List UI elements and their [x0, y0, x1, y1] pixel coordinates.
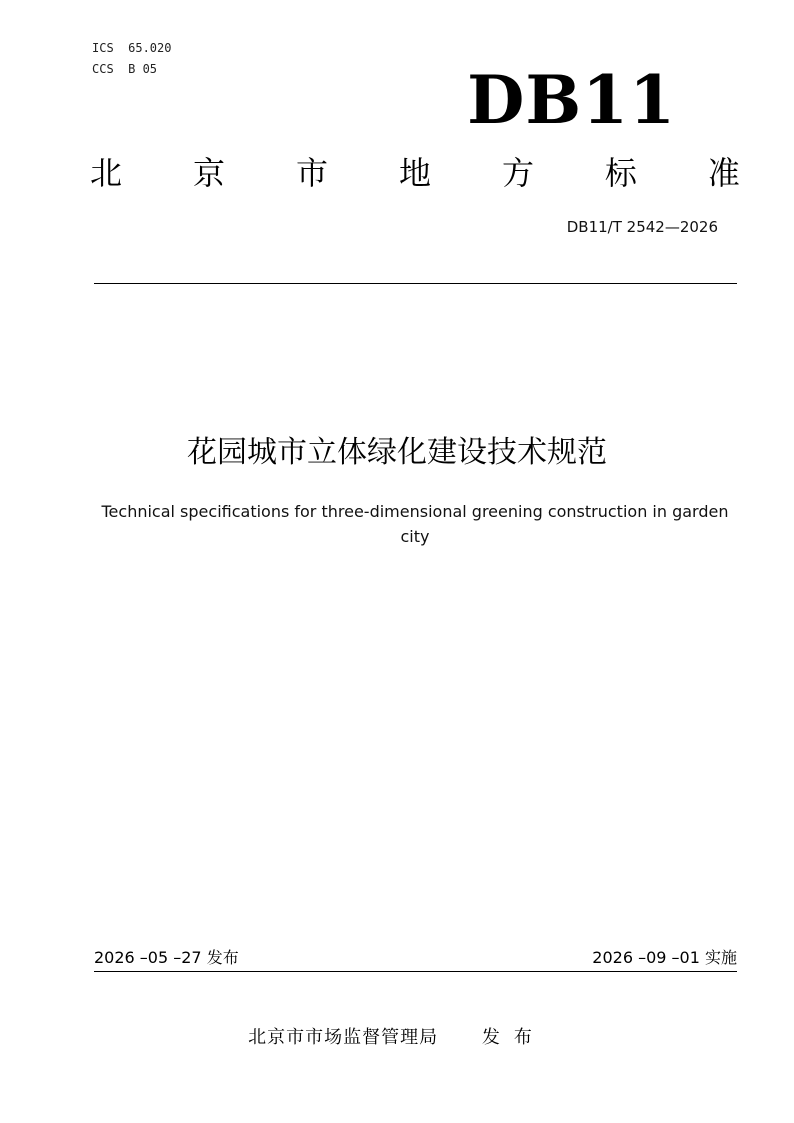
standard-type-char: 标	[604, 154, 637, 192]
publish-date: 2026 –05 –27 发布	[94, 948, 239, 967]
bottom-divider	[94, 971, 737, 972]
top-divider	[94, 283, 737, 284]
standard-type-char: 市	[295, 154, 328, 192]
standard-type-char: 京	[192, 154, 225, 192]
standard-type-char: 北	[90, 154, 123, 192]
standard-number: DB11/T 2542—2026	[566, 218, 718, 236]
ics-code: ICS 65.020	[92, 41, 172, 55]
document-title-english: Technical specifications for three-dimensional greening construction in garden city	[101, 502, 729, 546]
classification-codes	[92, 38, 171, 80]
issue-label: 发布	[481, 1027, 546, 1048]
issuer-line	[0, 1024, 794, 1052]
date-row	[94, 946, 737, 970]
standard-type-char: 地	[398, 154, 431, 192]
document-title-chinese: 花园城市立体绿化建设技术规范	[187, 435, 607, 470]
standard-type-char: 方	[501, 154, 534, 192]
standard-type-heading	[90, 150, 740, 196]
standard-logo: DB11	[467, 61, 676, 139]
ccs-code: CCS B 05	[92, 62, 158, 76]
issuing-organization: 北京市市场监督管理局	[248, 1027, 439, 1048]
standard-type-char: 准	[707, 154, 740, 192]
implement-date: 2026 –09 –01 实施	[592, 948, 737, 967]
